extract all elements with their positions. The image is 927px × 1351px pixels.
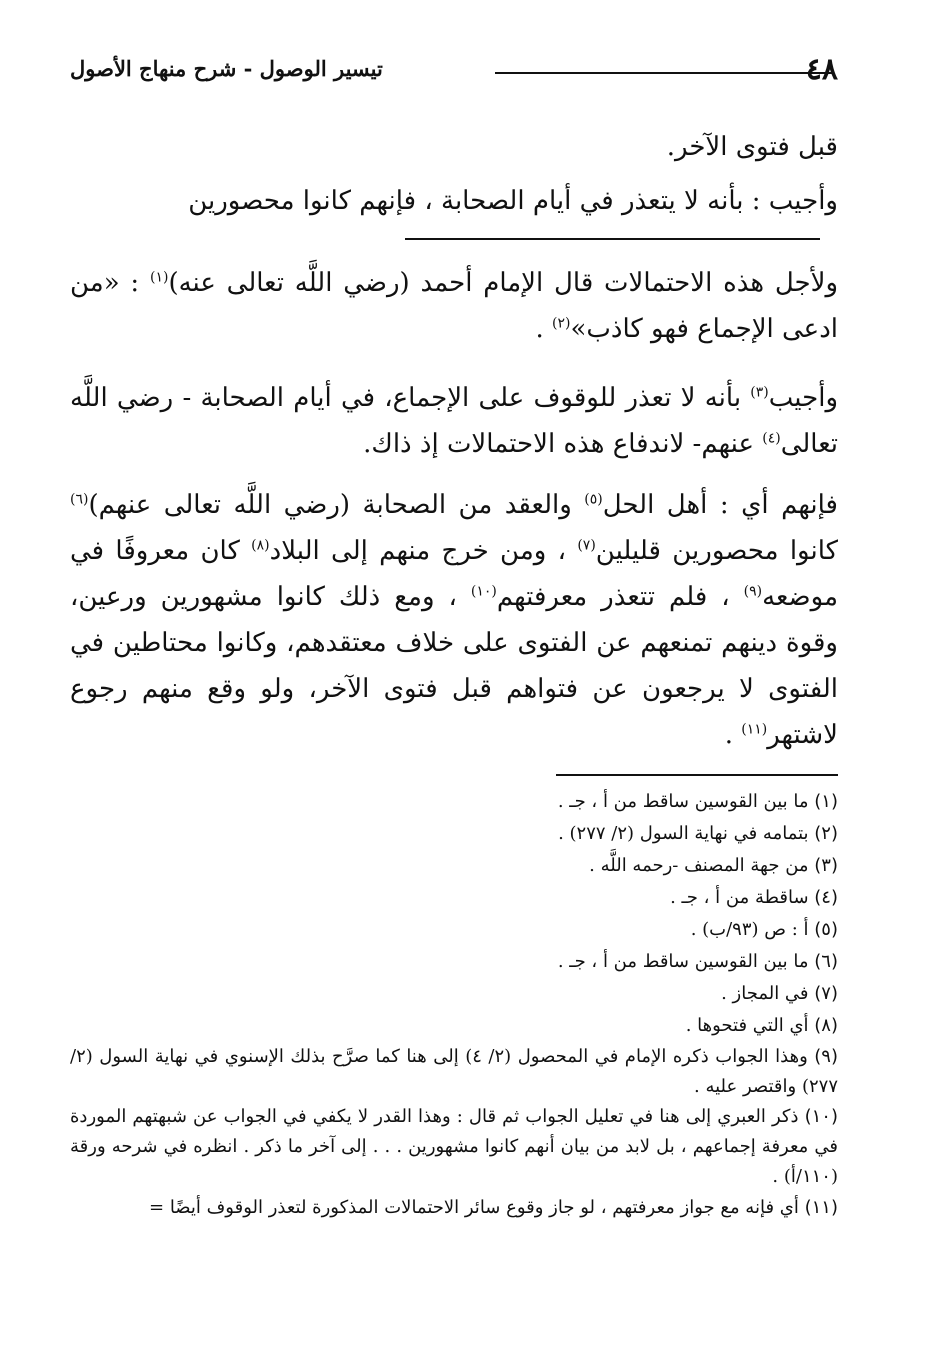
footnote-text: أ : ص (٩٣/ب) . — [690, 919, 815, 940]
footnote-separator — [556, 774, 838, 776]
p4-text-h: . — [724, 720, 742, 750]
page-number: ٤٨ — [805, 52, 838, 87]
footnote-number: (٩) — [814, 1046, 838, 1067]
footnote-ref-7[interactable]: (٧) — [577, 537, 596, 554]
footnote-number: (١٠) — [804, 1106, 838, 1127]
footnote-number: (٤) — [814, 887, 838, 908]
paragraph-1 — [70, 124, 838, 224]
section-rule — [405, 238, 820, 240]
footnote-5 — [70, 914, 838, 946]
page-header — [70, 52, 838, 96]
footnote-1 — [70, 786, 838, 818]
footnote-number: (٣) — [814, 855, 838, 876]
footnote-text: ذكر العبري إلى هنا في تعليل الجواب ثم قال : وهذا القدر لا يكفي في الجواب عن شبهتهم الموردة في معرفة إجماعهم ، بل لابد من بيان أنهم كانوا مشهورين . . . إلى آخر ما ذكر . انظره في شرحه ورقة (١١٠/أ) . — [70, 1106, 838, 1187]
footnote-number: (٥) — [814, 919, 838, 940]
footnote-number: (٨) — [814, 1015, 838, 1036]
running-title: تيسير الوصول - شرح منهاج الأصول — [70, 56, 383, 81]
p4-text-g: ، ومع ذلك كانوا مشهورين ورعين، وقوة دينهم تمنعهم عن الفتوى على خلاف معتقدهم، وكانوا محتاطين في الفتوى لا يرجعون عن فتواهم قبل فتوى الآخر، ولو وقع منهم رجوع لاشتهر — [70, 582, 838, 750]
footnote-7 — [70, 978, 838, 1010]
p1-line-1: قبل فتوى الآخر. — [666, 132, 838, 162]
footnote-2 — [70, 818, 838, 850]
footnote-ref-5[interactable]: (٥) — [584, 491, 603, 508]
footnote-ref-11[interactable]: (١١) — [741, 721, 768, 738]
p3-text-c: عنهم- لاندفاع هذه الاحتمالات إذ ذاك. — [363, 429, 763, 459]
footnote-number: (٢) — [814, 823, 838, 844]
footnote-text: من جهة المصنف -رحمه اللَّه . — [589, 855, 815, 876]
footnote-text: أي فإنه مع جواز معرفتهم ، لو جاز وقوع سائر الاحتمالات المذكورة لتعذر الوقوف أيضًا = — [149, 1197, 805, 1218]
footnote-6 — [70, 946, 838, 978]
p3-text-a: وأجيب — [768, 383, 838, 413]
footnote-text: أي التي فتحوها . — [685, 1015, 815, 1036]
footnote-text: ما بين القوسين ساقط من أ ، جـ . — [557, 791, 815, 812]
footnote-number: (٦) — [814, 951, 838, 972]
footnote-number: (١١) — [804, 1197, 838, 1218]
footnote-number: (١) — [814, 791, 838, 812]
footnote-8 — [70, 1010, 838, 1042]
footnote-10 — [70, 1102, 838, 1192]
footnote-ref-10[interactable]: (١٠) — [470, 583, 497, 600]
p2-text-c: . — [535, 314, 553, 344]
footnote-ref-8[interactable]: (٨) — [251, 537, 270, 554]
footnote-text: في المجاز . — [721, 983, 815, 1004]
p4-text-d: ، ومن خرج منهم إلى البلاد — [269, 536, 578, 566]
p4-text-e: كان معروفًا في موضعه — [70, 536, 838, 612]
footnote-ref-6[interactable]: (٦) — [70, 491, 89, 508]
footnote-9 — [70, 1042, 838, 1102]
footnote-ref-4[interactable]: (٤) — [762, 430, 781, 447]
p4-text-b: والعقد من الصحابة (رضي اللَّه تعالى عنهم) — [88, 490, 585, 520]
footnote-3 — [70, 850, 838, 882]
paragraph-3 — [70, 375, 838, 467]
footnote-11 — [70, 1192, 838, 1224]
footnote-ref-2[interactable]: (٢) — [552, 315, 571, 332]
p4-text-c: كانوا محصورين قليلين — [595, 536, 839, 566]
footnote-text: بتمامه في نهاية السول (٢/ ٢٧٧) . — [558, 823, 815, 844]
p1-line-2: وأجيب : بأنه لا يتعذر في أيام الصحابة ، فإنهم كانوا محصورين — [188, 186, 838, 216]
p3-text-b: بأنه لا تعذر للوقوف على الإجماع، في أيام الصحابة - رضي اللَّه تعالى — [70, 383, 838, 459]
footnote-text: ساقطة من أ ، جـ . — [670, 887, 815, 908]
p4-text-f: ، فلم تتعذر معرفتهم — [496, 582, 744, 612]
paragraph-2 — [70, 260, 838, 352]
footnotes — [70, 786, 838, 1224]
footnote-text: وهذا الجواب ذكره الإمام في المحصول (٢/ ٤) إلى هنا كما صرَّح بذلك الإسنوي في نهاية السول (٢/ ٢٧٧) واقتصر عليه . — [70, 1046, 838, 1097]
paragraph-4 — [70, 482, 838, 758]
footnote-text: ما بين القوسين ساقط من أ ، جـ . — [557, 951, 815, 972]
footnote-number: (٧) — [814, 983, 838, 1004]
p2-text-b: : «من ادعى الإجماع فهو كاذب» — [70, 268, 838, 344]
footnote-ref-3[interactable]: (٣) — [750, 384, 769, 401]
header-rule — [495, 72, 833, 74]
p4-text-a: فإنهم أي : أهل الحل — [602, 490, 838, 520]
p2-text-a: ولأجل هذه الاحتمالات قال الإمام أحمد (رضي اللَّه تعالى عنه) — [168, 268, 838, 298]
footnote-4 — [70, 882, 838, 914]
footnote-ref-9[interactable]: (٩) — [743, 583, 763, 600]
footnote-ref-1[interactable]: (١) — [149, 269, 169, 286]
